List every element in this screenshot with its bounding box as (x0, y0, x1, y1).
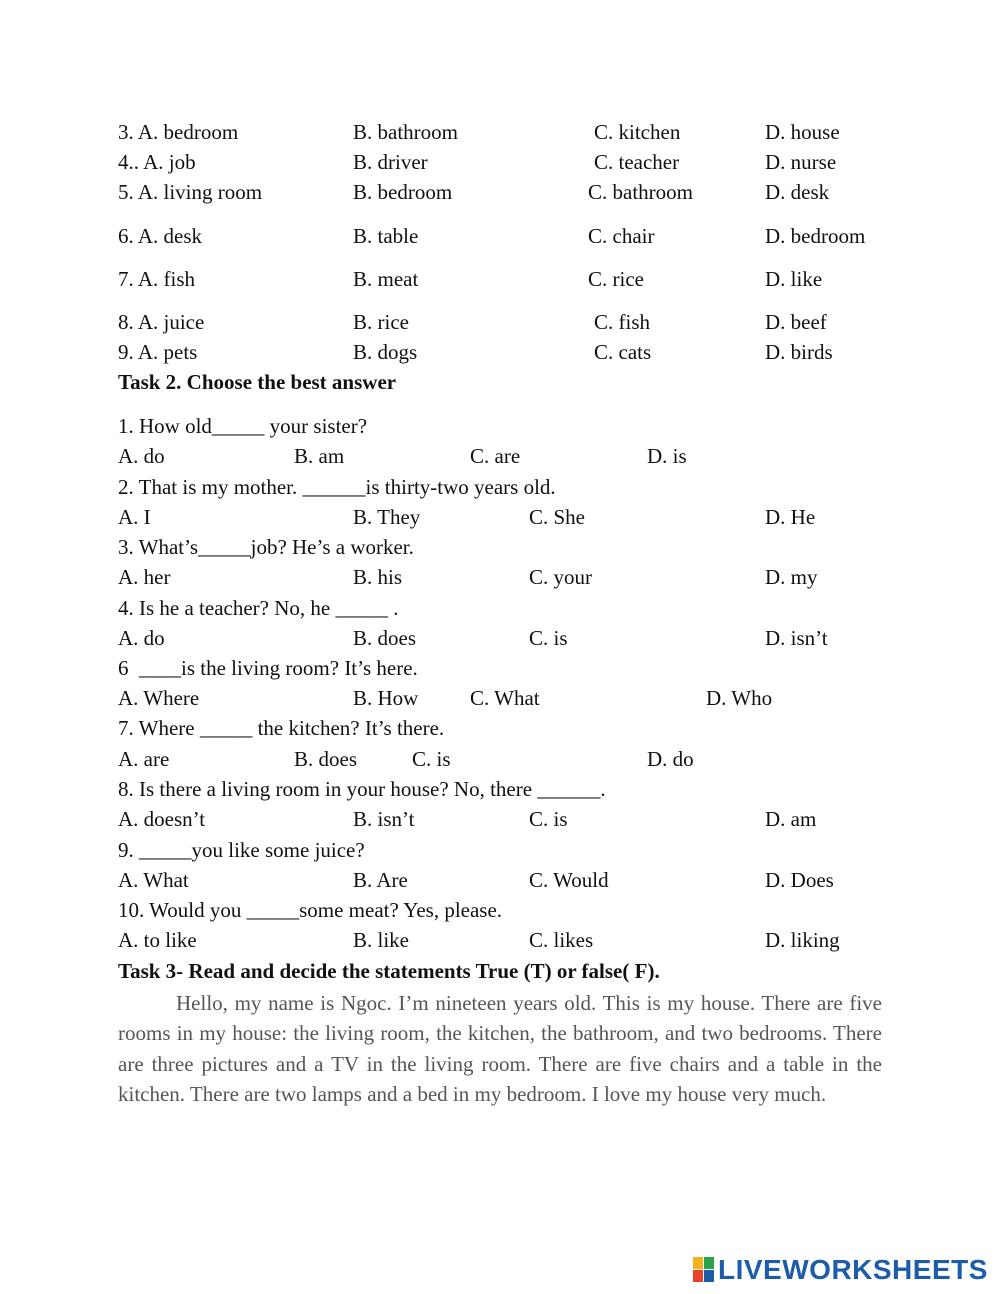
question-8-option-d: D. beef (765, 310, 827, 334)
task3-title: Task 3- Read and decide the statements True (T) or false( F). (118, 959, 660, 983)
task2-question-9: 9. _____you like some juice? (118, 838, 365, 862)
task2-q8-option-d[interactable]: D. am (765, 807, 817, 831)
question-3-option-d: D. house (765, 120, 840, 144)
task2-q8-option-b[interactable]: B. isn’t (353, 807, 415, 831)
task2-q7-option-a[interactable]: A. are (118, 747, 170, 771)
task2-q7-option-c[interactable]: C. is (412, 747, 451, 771)
question-9-option-d: D. birds (765, 340, 833, 364)
task2-q8-option-c[interactable]: C. is (529, 807, 568, 831)
task2-q6-option-c[interactable]: C. What (470, 686, 540, 710)
question-6-option-d: D. bedroom (765, 224, 866, 248)
task2-q1-option-d[interactable]: D. is (647, 444, 687, 468)
question-8-option-a: 8. A. juice (118, 310, 205, 334)
question-7-option-c: C. rice (588, 267, 644, 291)
task2-q9-option-a[interactable]: A. What (118, 868, 189, 892)
question-4-option-c: C. teacher (594, 150, 680, 174)
question-5-option-c: C. bathroom (588, 180, 693, 204)
task2-question-3: 3. What’s_____job? He’s a worker. (118, 535, 414, 559)
task2-question-4: 4. Is he a teacher? No, he _____ . (118, 596, 399, 620)
task2-q3-option-b[interactable]: B. his (353, 565, 403, 589)
question-9-option-b: B. dogs (353, 340, 418, 364)
passage-text: Hello, my name is Ngoc. I’m nineteen years old. This is my house. There are five rooms in my house: the living room, the kitchen, the bathroom, and two bedrooms. There are three pictures and a TV in the living room. There are five chairs and a table in the kitchen. There are two lamps and a bed in my bedroom. I love my house very much. (118, 991, 882, 1106)
task2-q7-option-b[interactable]: B. does (294, 747, 357, 771)
task2-q9-option-d[interactable]: D. Does (765, 868, 834, 892)
task2-q4-option-d[interactable]: D. isn’t (765, 626, 828, 650)
liveworksheets-logo-icon (693, 1257, 715, 1283)
question-9-option-a: 9. A. pets (118, 340, 198, 364)
task2-question-8: 8. Is there a living room in your house? No, there ______. (118, 777, 606, 801)
question-4-option-d: D. nurse (765, 150, 837, 174)
task2-question-1: 1. How old_____ your sister? (118, 414, 368, 438)
task2-q4-option-a[interactable]: A. do (118, 626, 165, 650)
task2-q10-option-b[interactable]: B. like (353, 928, 409, 952)
task2-q3-option-a[interactable]: A. her (118, 565, 171, 589)
task2-q9-option-b[interactable]: B. Are (353, 868, 408, 892)
question-4-option-b: B. driver (353, 150, 428, 174)
task2-q4-option-b[interactable]: B. does (353, 626, 416, 650)
task2-q10-option-a[interactable]: A. to like (118, 928, 197, 952)
task2-question-6: 6 ____is the living room? It’s here. (118, 656, 418, 680)
logo-text: LIVEWORKSHEETS (718, 1254, 988, 1285)
task2-q6-option-d[interactable]: D. Who (706, 686, 773, 710)
task2-q1-option-c[interactable]: C. are (470, 444, 521, 468)
task2-q2-option-a[interactable]: A. I (118, 505, 151, 529)
question-3-option-b: B. bathroom (353, 120, 458, 144)
question-9-option-c: C. cats (594, 340, 652, 364)
task2-q4-option-c[interactable]: C. is (529, 626, 568, 650)
question-5-option-b: B. bedroom (353, 180, 453, 204)
task2-q10-option-c[interactable]: C. likes (529, 928, 594, 952)
task2-question-7: 7. Where _____ the kitchen? It’s there. (118, 716, 445, 740)
question-7-option-d: D. like (765, 267, 823, 291)
task2-q9-option-c[interactable]: C. Would (529, 868, 609, 892)
task2-question-10: 10. Would you _____some meat? Yes, please. (118, 898, 503, 922)
question-3-option-c: C. kitchen (594, 120, 681, 144)
question-5-option-a: 5. A. living room (118, 180, 263, 204)
task2-q8-option-a[interactable]: A. doesn’t (118, 807, 206, 831)
task2-q1-option-a[interactable]: A. do (118, 444, 165, 468)
question-7-option-a: 7. A. fish (118, 267, 196, 291)
task2-q7-option-d[interactable]: D. do (647, 747, 694, 771)
task2-q6-option-b[interactable]: B. How (353, 686, 419, 710)
question-3-option-a: 3. A. bedroom (118, 120, 239, 144)
task2-q2-option-d[interactable]: D. He (765, 505, 816, 529)
task2-q2-option-b[interactable]: B. They (353, 505, 421, 529)
question-6-option-c: C. chair (588, 224, 655, 248)
task2-q2-option-c[interactable]: C. She (529, 505, 586, 529)
question-6-option-a: 6. A. desk (118, 224, 202, 248)
question-4-option-a: 4.. A. job (118, 150, 196, 174)
question-7-option-b: B. meat (353, 267, 419, 291)
question-6-option-b: B. table (353, 224, 419, 248)
task2-q10-option-d[interactable]: D. liking (765, 928, 840, 952)
task2-q3-option-d[interactable]: D. my (765, 565, 818, 589)
task2-q6-option-a[interactable]: A. Where (118, 686, 200, 710)
task2-q1-option-b[interactable]: B. am (294, 444, 345, 468)
task2-q3-option-c[interactable]: C. your (529, 565, 592, 589)
liveworksheets-logo (693, 1255, 988, 1285)
question-5-option-d: D. desk (765, 180, 830, 204)
reading-passage (118, 988, 882, 1109)
question-8-option-c: C. fish (594, 310, 651, 334)
task2-title: Task 2. Choose the best answer (118, 370, 397, 394)
question-8-option-b: B. rice (353, 310, 409, 334)
task2-question-2: 2. That is my mother. ______is thirty-two years old. (118, 475, 556, 499)
